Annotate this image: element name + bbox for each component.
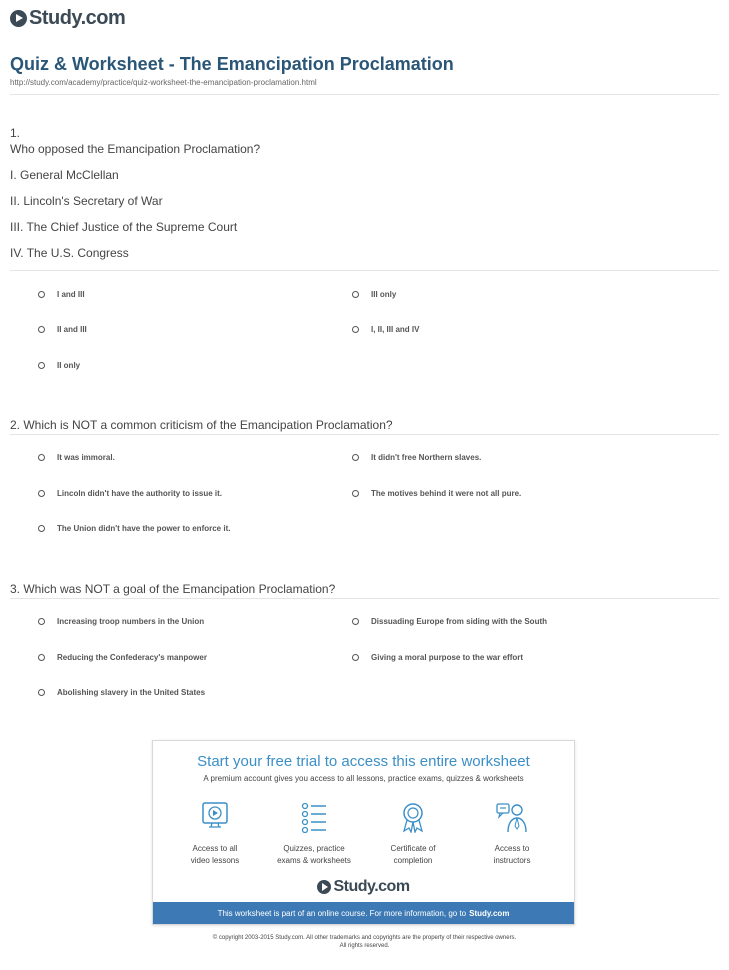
answer-option[interactable]: [352, 489, 521, 498]
feature-line: instructors: [493, 856, 531, 865]
feature-line: video lessons: [190, 856, 240, 865]
radio-button[interactable]: [352, 654, 359, 661]
premium-promo-box: [152, 740, 575, 925]
promo-logo-text: Study.com: [333, 878, 410, 895]
question-2-text: 2. Which is NOT a common criticism of the Emancipation Proclamation?: [10, 418, 393, 432]
feature-line: Certificate of: [390, 844, 436, 853]
answer-option[interactable]: [38, 290, 85, 299]
instructor-icon: [495, 801, 529, 833]
logo-text: Study.com: [29, 6, 126, 29]
answer-label: II and III: [57, 325, 87, 334]
question-1-statement: III. The Chief Justice of the Supreme Court: [10, 220, 238, 234]
page-title: Quiz & Worksheet - The Emancipation Proclamation: [10, 54, 454, 74]
radio-button[interactable]: [38, 618, 45, 625]
question-1-statement: II. Lincoln's Secretary of War: [10, 194, 163, 208]
play-logo-icon: [317, 880, 331, 894]
radio-button[interactable]: [38, 490, 45, 497]
rights-line: All rights reserved.: [339, 943, 390, 949]
radio-button[interactable]: [352, 618, 359, 625]
feature-line: Quizzes, practice: [283, 844, 345, 853]
answer-label: Reducing the Confederacy's manpower: [57, 653, 207, 662]
question-3-text: 3. Which was NOT a goal of the Emancipation Proclamation?: [10, 582, 336, 596]
question-2-divider: [10, 434, 719, 435]
answer-label: II only: [57, 361, 81, 370]
study-com-link[interactable]: Study.com: [469, 908, 510, 918]
feature-quizzes: [269, 801, 359, 867]
video-lesson-icon: [200, 801, 230, 833]
answer-option[interactable]: [352, 325, 419, 334]
promo-subheadline: A premium account gives you access to all lessons, practice exams, quizzes & worksheets: [203, 774, 524, 783]
question-1-text: Who opposed the Emancipation Proclamation?: [10, 142, 261, 156]
radio-button[interactable]: [352, 326, 359, 333]
radio-button[interactable]: [352, 490, 359, 497]
answer-label: The motives behind it were not all pure.: [371, 489, 522, 498]
question-1-statement: I. General McClellan: [10, 168, 119, 182]
answer-option[interactable]: [352, 653, 523, 662]
feature-line: exams & worksheets: [277, 856, 351, 865]
study-logo[interactable]: [10, 5, 125, 31]
copyright-footer: [0, 934, 729, 950]
feature-video-lessons: [170, 801, 260, 867]
feature-certificate: [368, 801, 458, 867]
promo-headline: Start your free trial to access this entire worksheet: [197, 753, 530, 770]
radio-button[interactable]: [352, 454, 359, 461]
answer-label: Lincoln didn't have the authority to issue it.: [57, 489, 223, 498]
answer-option[interactable]: [352, 290, 396, 299]
radio-button[interactable]: [38, 689, 45, 696]
quiz-list-icon: [299, 801, 329, 833]
promo-bar-text: This worksheet is part of an online course. For more information, go to: [217, 908, 467, 918]
feature-line: completion: [393, 856, 433, 865]
radio-button[interactable]: [38, 525, 45, 532]
answer-label: The Union didn't have the power to enforce it.: [57, 524, 231, 533]
answer-option[interactable]: [38, 361, 80, 370]
promo-info-bar: [153, 902, 574, 924]
answer-option[interactable]: [38, 325, 87, 334]
question-1-statement: IV. The U.S. Congress: [10, 246, 129, 260]
feature-line: Access to all: [192, 844, 238, 853]
answer-option[interactable]: [38, 524, 230, 533]
answer-label: Abolishing slavery in the United States: [57, 688, 206, 697]
radio-button[interactable]: [38, 326, 45, 333]
answer-label: Increasing troop numbers in the Union: [57, 617, 205, 626]
answer-option[interactable]: [38, 653, 207, 662]
answer-label: Giving a moral purpose to the war effort: [371, 653, 524, 662]
answer-label: It didn't free Northern slaves.: [371, 453, 482, 462]
answer-label: It was immoral.: [57, 453, 115, 462]
page-url: http://study.com/academy/practice/quiz-worksheet-the-emancipation-proclamation.html: [10, 78, 317, 87]
answer-option[interactable]: [38, 453, 115, 462]
answer-option[interactable]: [38, 489, 222, 498]
radio-button[interactable]: [38, 654, 45, 661]
promo-study-logo[interactable]: [153, 878, 574, 896]
certificate-ribbon-icon: [398, 801, 428, 833]
answer-label: I and III: [57, 290, 85, 299]
answer-label: I, II, III and IV: [371, 325, 420, 334]
feature-line: Access to: [494, 844, 530, 853]
answer-option[interactable]: [38, 688, 205, 697]
answer-label: III only: [371, 290, 397, 299]
question-1-divider: [10, 270, 719, 271]
radio-button[interactable]: [352, 291, 359, 298]
feature-instructors: [467, 801, 557, 867]
question-1-number: 1.: [10, 126, 21, 140]
radio-button[interactable]: [38, 454, 45, 461]
answer-label: Dissuading Europe from siding with the South: [371, 617, 547, 626]
radio-button[interactable]: [38, 291, 45, 298]
header-divider: [10, 94, 719, 95]
question-3-divider: [10, 598, 719, 599]
play-logo-icon: [10, 10, 27, 27]
radio-button[interactable]: [38, 362, 45, 369]
copyright-line: © copyright 2003-2015 Study.com. All other trademarks and copyrights are the property of their respective owners.: [212, 935, 517, 941]
answer-option[interactable]: [352, 453, 481, 462]
answer-option[interactable]: [352, 617, 547, 626]
answer-option[interactable]: [38, 617, 204, 626]
